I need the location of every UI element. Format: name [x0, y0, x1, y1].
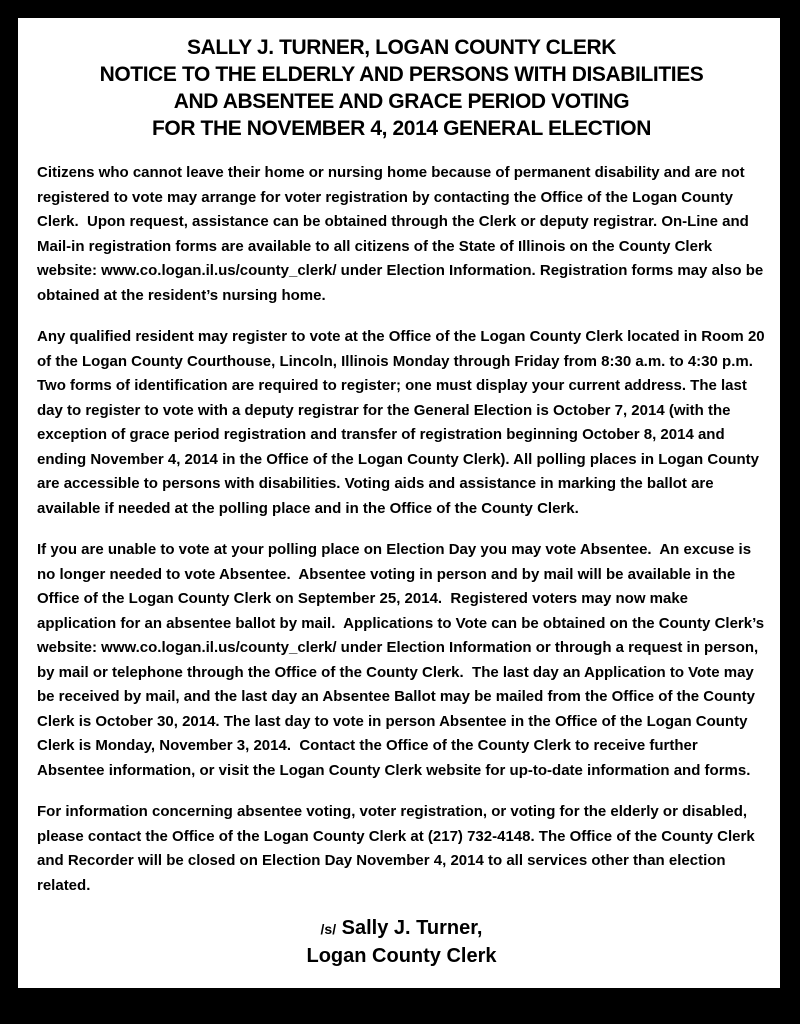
title-line-absentee: AND ABSENTEE AND GRACE PERIOD VOTING: [173, 90, 630, 113]
signature-name: Sally J. Turner,: [341, 917, 483, 939]
paragraph-contact-info: For information concerning absentee voting, voter registration, or voting for the elderly or disabled, please contact the Office of the Logan County Clerk at (217) 732-4148. The Office of the County Clerk and Recorder will be closed on Election Day November 4, 2014 to all services other than election related.: [37, 803, 759, 894]
signature-title: Logan County Clerk: [306, 945, 497, 967]
title-line-notice: NOTICE TO THE ELDERLY AND PERSONS WITH DISABILITIES: [99, 63, 704, 86]
paragraph-absentee-voting: If you are unable to vote at your polling place on Election Day you may vote Absentee. An excuse is no longer needed to vote Absentee. Absentee voting in person and by mail will be available in the Office of the Logan County Clerk on September 25, 2014. Registered voters may now make application for an absentee ballot by mail. Applications to Vote can be obtained on the County Clerk’s website: www.co.logan.il.us/county_clerk/ under Election Information or through a request in person, by mail or telephone through the Office of the County Clerk. The last day an Application to Vote may be received by mail, and the last day an Absentee Ballot may be mailed from the Office of the County Clerk is October 30, 2014. The last day to vote in person Absentee in the Office of the Logan County Clerk is Monday, November 3, 2014. Contact the Office of the County Clerk to receive further Absentee information, or visit the Logan County Clerk website for up-to-date information and forms.: [37, 541, 769, 779]
signature-block: [37, 915, 766, 970]
notice-body: [37, 161, 769, 898]
paragraph-register-at-office: Any qualified resident may register to vote at the Office of the Logan County Clerk located in Room 20 of the Logan County Courthouse, Lincoln, Illinois Monday through Friday from 8:30 a.m. to 4:30 p.m. Two forms of identification are required to register; one must display your current address. The last day to register to vote with a deputy registrar for the General Election is October 7, 2014 (with the exception of grace period registration and transfer of registration beginning October 8, 2014 and ending November 4, 2014 in the Office of the Logan County Clerk). All polling places in Logan County are accessible to persons with disabilities. Voting aids and assistance in marking the ballot are available if needed at the polling place and in the Office of the County Clerk.: [37, 328, 769, 517]
paragraph-homebound-registration: Citizens who cannot leave their home or nursing home because of permanent disability and are not registered to vote may arrange for voter registration by contacting the Office of the Logan County Clerk. Upon request, assistance can be obtained through the Clerk or deputy registrar. On-Line and Mail-in registration forms are available to all citizens of the State of Illinois on the County Clerk website: www.co.logan.il.us/county_clerk/ under Election Information. Registration forms may also be obtained at the resident’s nursing home.: [37, 164, 768, 304]
notice-title: [37, 34, 766, 142]
signature-name-line: [37, 915, 766, 943]
title-line-clerk-name: SALLY J. TURNER, LOGAN COUNTY CLERK: [187, 36, 616, 59]
notice-page: [18, 18, 780, 988]
signature-s-mark: /s/: [320, 921, 337, 937]
title-line-election: FOR THE NOVEMBER 4, 2014 GENERAL ELECTION: [152, 117, 651, 140]
